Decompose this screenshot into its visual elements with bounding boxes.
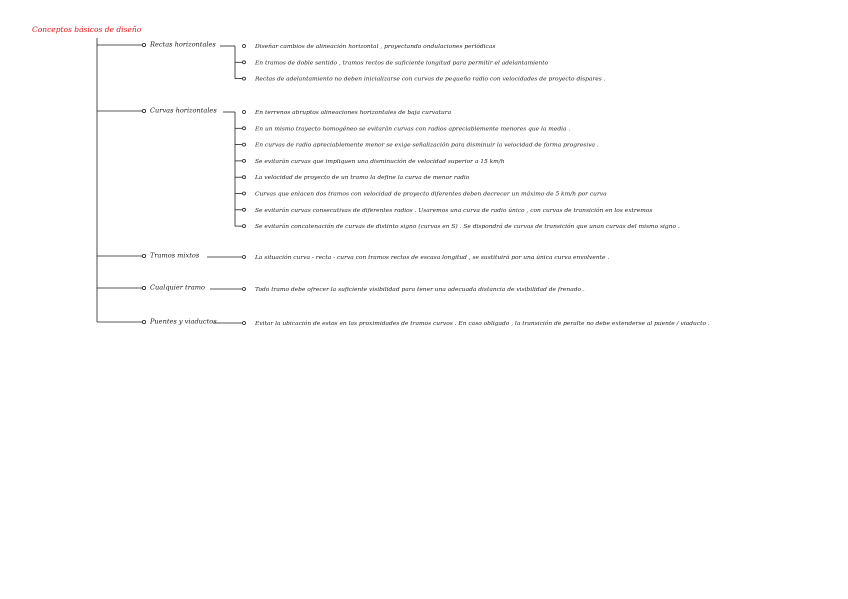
leaf-node: [243, 61, 246, 64]
leaf-item: Rectas de adelantamiento no deben inicializarse con curvas de pequeño radio con velocidades de proyecto dispares .: [255, 76, 606, 83]
branch-group: [97, 252, 609, 262]
leaf-node: [243, 159, 246, 162]
leaf-item: Se evitarán concatenación de curvas de distinto signo (curvas en S) . Se dispondrá de curvas de transición que unan curvas del mismo signo .: [255, 224, 680, 231]
branch-group: [97, 41, 606, 83]
leaf-node: [243, 288, 246, 291]
branch-node: [142, 43, 145, 46]
leaf-item: Todo tramo debe ofrecer la suficiente visibilidad para tener una adecuada distancia de visibilidad de frenado .: [255, 287, 585, 293]
branch-label: Tramos mixtos: [150, 251, 200, 260]
leaf-node: [243, 143, 246, 146]
leaf-item: La situación curva - recta - curva con tramos rectos de escasa longitud , se sustituirá por una única curva envolvente .: [255, 255, 610, 261]
branch-label: Rectas horizontales: [150, 40, 216, 49]
branch-node: [142, 109, 145, 112]
leaf-item: Diseñar cambios de alineación horizontal , proyectando ondulaciones periódicas: [255, 44, 496, 50]
leaf-node: [243, 77, 246, 80]
branch-label: Curvas horizontales: [150, 106, 217, 115]
leaf-item: Evitar la ubicación de estos en las proximidades de tramos curvos . En caso obligado , la transición de peralte no debe extenderse al puente / viaducto .: [255, 321, 710, 327]
leaf-node: [243, 208, 246, 211]
leaf-item: Curvas que enlacen dos tramos con velocidad de proyecto diferentes deben decrecer un máximo de 5 km/h por curva: [255, 191, 607, 198]
leaf-node: [243, 192, 246, 195]
branch-node: [142, 254, 145, 257]
branch-label: Cualquier tramo: [150, 283, 206, 292]
leaf-node: [243, 176, 246, 179]
leaf-item: En terrenos abruptos alineaciones horizontales de baja curvatura: [255, 110, 452, 116]
concept-tree: [97, 38, 710, 327]
leaf-node: [243, 225, 246, 228]
leaf-item: En curvas de radio apreciablemente menor se exige señalización para disminuir la velocidad de forma progresiva .: [255, 142, 599, 149]
branch-group: [97, 107, 680, 231]
map-title: Conceptos básicos de diseño: [32, 25, 142, 34]
leaf-node: [243, 45, 246, 48]
branch-group: [97, 284, 585, 294]
leaf-item: Se evitarán curvas que impliquen una disminución de velocidad superior a 15 km/h: [255, 158, 505, 165]
leaf-item: En tramos de doble sentido , tramos rectos de suficiente longitud para permitir el adelantamiento: [255, 60, 549, 67]
leaf-item: En un mismo trayecto homogéneo se evitarán curvas con radios apreciablemente menores que la media .: [255, 126, 571, 133]
leaf-item: La velocidad de proyecto de un tramo la define la curva de menor radio: [255, 175, 470, 182]
leaf-node: [243, 127, 246, 130]
leaf-node: [243, 111, 246, 114]
leaf-node: [243, 256, 246, 259]
branch-group: [97, 318, 710, 328]
leaf-item: Se evitarán curvas consecutivas de diferentes radios . Usaremos una curva de radio único , con curvas de transición en los extremos: [255, 207, 653, 214]
branch-node: [142, 286, 145, 289]
branch-label: Puentes y viaductos: [150, 317, 217, 326]
leaf-node: [243, 322, 246, 325]
branch-node: [142, 320, 145, 323]
